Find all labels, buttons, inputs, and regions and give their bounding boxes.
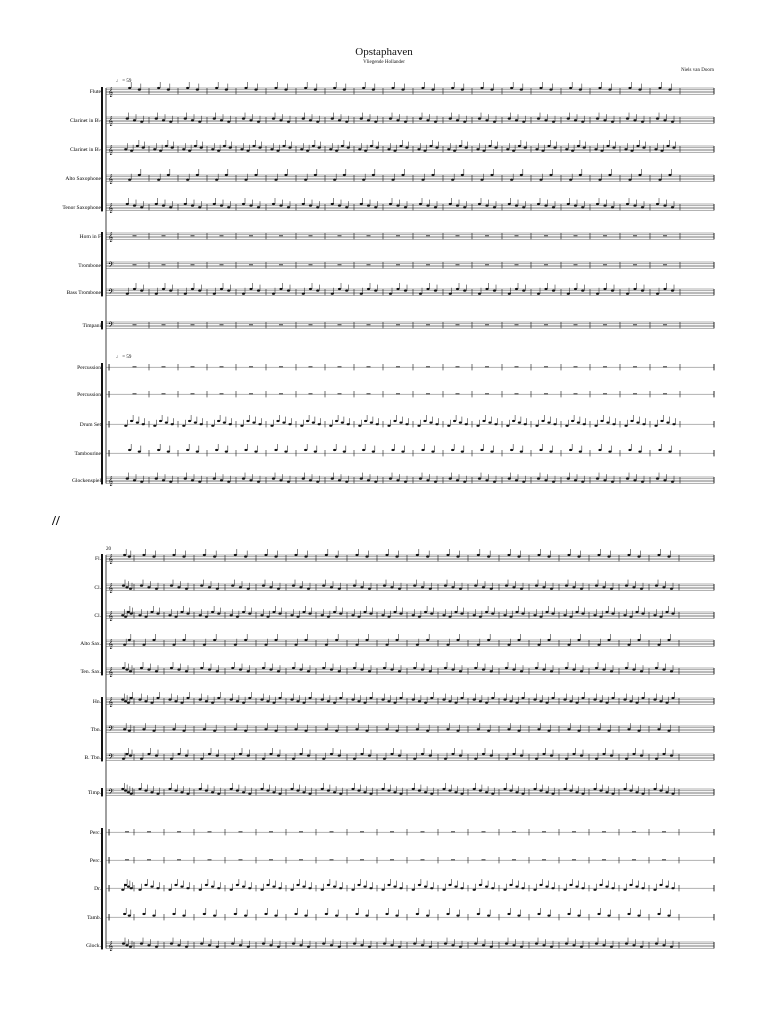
- s1-instrument-label: Tambourine: [74, 450, 101, 457]
- s1-instrument-label: Horn in F: [79, 233, 101, 240]
- clef-icon: 𝄢: [108, 260, 114, 271]
- tempo-mark-winds: ♩ = 59: [116, 79, 132, 84]
- score-subtitle: Vliegende Hollander: [363, 60, 405, 65]
- s1-instrument-label: Percussion: [77, 364, 101, 371]
- s2-staff-1: [95, 549, 714, 564]
- s2-staff-6: [93, 692, 714, 707]
- s1-staff-14: [72, 473, 714, 487]
- s2-instrument-label: Hn.: [92, 698, 101, 705]
- clef-icon: 𝄞: [108, 202, 114, 213]
- clef-icon: ‖: [108, 419, 111, 430]
- s2-instrument-label: Alto Sax.: [80, 640, 101, 647]
- s1-instrument-label: Clarinet in B♭: [69, 117, 101, 124]
- s1-staff-2: [70, 113, 714, 127]
- s1-instrument-label: Tenor Saxophone: [62, 204, 101, 211]
- s1-instrument-label: Bass Trombone: [66, 289, 101, 296]
- clef-icon: ‖: [108, 883, 111, 894]
- s1-staff-3: [70, 140, 714, 155]
- s1-staff-9: [83, 320, 714, 330]
- s2-instrument-label: B. Tbn.: [84, 754, 101, 761]
- s1-instrument-label: Percussion: [77, 391, 101, 398]
- s2-staff-14: [86, 938, 714, 952]
- clef-icon: 𝄞: [108, 610, 114, 621]
- s2-staff-3: [94, 606, 714, 621]
- s2-staff-8: [84, 748, 714, 762]
- clef-icon: 𝄞: [108, 231, 114, 242]
- clef-icon: 𝄞: [108, 553, 114, 564]
- s2-instrument-label: Timp.: [87, 789, 101, 796]
- clef-icon: 𝄞: [108, 86, 114, 97]
- clef-icon: ‖: [108, 855, 111, 866]
- clef-icon: 𝄞: [108, 940, 114, 951]
- clef-icon: 𝄢: [108, 752, 114, 763]
- clef-icon: 𝄞: [108, 638, 114, 649]
- tempo-mark-percussion: ♩ = 59: [116, 355, 132, 360]
- s1-staff-13: [75, 444, 715, 458]
- s1-instrument-label: Clarinet in B♭: [69, 146, 101, 153]
- s2-instrument-label: Tbn.: [90, 726, 101, 733]
- s1-staff-11: [77, 389, 714, 399]
- clef-icon: ‖: [108, 389, 111, 400]
- score-title: Opstaphaven: [355, 46, 413, 58]
- clef-icon: 𝄞: [108, 144, 114, 155]
- s2-staff-9: [88, 783, 714, 797]
- s1-instrument-label: Flute: [89, 88, 101, 95]
- s1-instrument-label: Timpani: [82, 322, 101, 329]
- s2-staff-12: [94, 879, 714, 893]
- system-break-mark: //: [52, 514, 60, 529]
- s1-instrument-label: Glockenspiel: [71, 477, 101, 484]
- s2-instrument-label: Fl.: [95, 555, 101, 562]
- clef-icon: 𝄞: [108, 115, 114, 126]
- s1-staff-8: [67, 283, 714, 297]
- s2-instrument-label: Cl.: [94, 612, 101, 619]
- s1-staff-4: [65, 169, 714, 184]
- s2-instrument-label: Perc.: [89, 857, 101, 864]
- s1-staff-1: [90, 82, 714, 97]
- measure-number: 20: [106, 547, 111, 552]
- clef-icon: ‖: [108, 912, 111, 923]
- s2-instrument-label: Perc.: [89, 829, 101, 836]
- system-2: [80, 549, 714, 951]
- s1-staff-5: [62, 198, 714, 213]
- clef-icon: 𝄢: [108, 724, 114, 735]
- composer-name: Niels van Doorn: [680, 68, 714, 73]
- s2-staff-11: [90, 855, 714, 865]
- s2-staff-13: [87, 908, 714, 922]
- s2-staff-10: [90, 827, 714, 837]
- s2-instrument-label: Glock.: [86, 942, 101, 949]
- s2-instrument-label: Dr.: [94, 885, 101, 892]
- clef-icon: ‖: [108, 362, 111, 373]
- s1-instrument-label: Trombone: [78, 262, 101, 269]
- s1-staff-6: [80, 231, 714, 242]
- s2-instrument-label: Ten. Sax.: [80, 668, 101, 675]
- clef-icon: 𝄢: [108, 287, 114, 298]
- s1-instrument-label: Drum Set: [79, 421, 101, 428]
- clef-icon: 𝄢: [108, 787, 114, 798]
- clef-icon: 𝄞: [108, 666, 114, 677]
- s1-instrument-label: Alto Saxophone: [65, 175, 101, 182]
- clef-icon: ‖: [108, 448, 111, 459]
- s2-staff-4: [80, 634, 714, 649]
- clef-icon: 𝄞: [108, 475, 114, 486]
- clef-icon: 𝄞: [108, 582, 114, 593]
- s2-instrument-label: Cl.: [94, 584, 101, 591]
- system-1: [62, 82, 714, 486]
- s2-staff-2: [94, 580, 714, 594]
- clef-icon: ‖: [108, 827, 111, 838]
- clef-icon: 𝄢: [108, 320, 114, 331]
- s1-staff-12: [80, 415, 714, 429]
- s2-staff-5: [80, 662, 714, 677]
- clef-icon: 𝄞: [108, 173, 114, 184]
- s1-staff-10: [77, 362, 714, 372]
- s2-instrument-label: Tamb.: [87, 914, 101, 921]
- s2-staff-7: [91, 723, 714, 734]
- s1-staff-7: [78, 260, 714, 270]
- clef-icon: 𝄞: [108, 696, 114, 707]
